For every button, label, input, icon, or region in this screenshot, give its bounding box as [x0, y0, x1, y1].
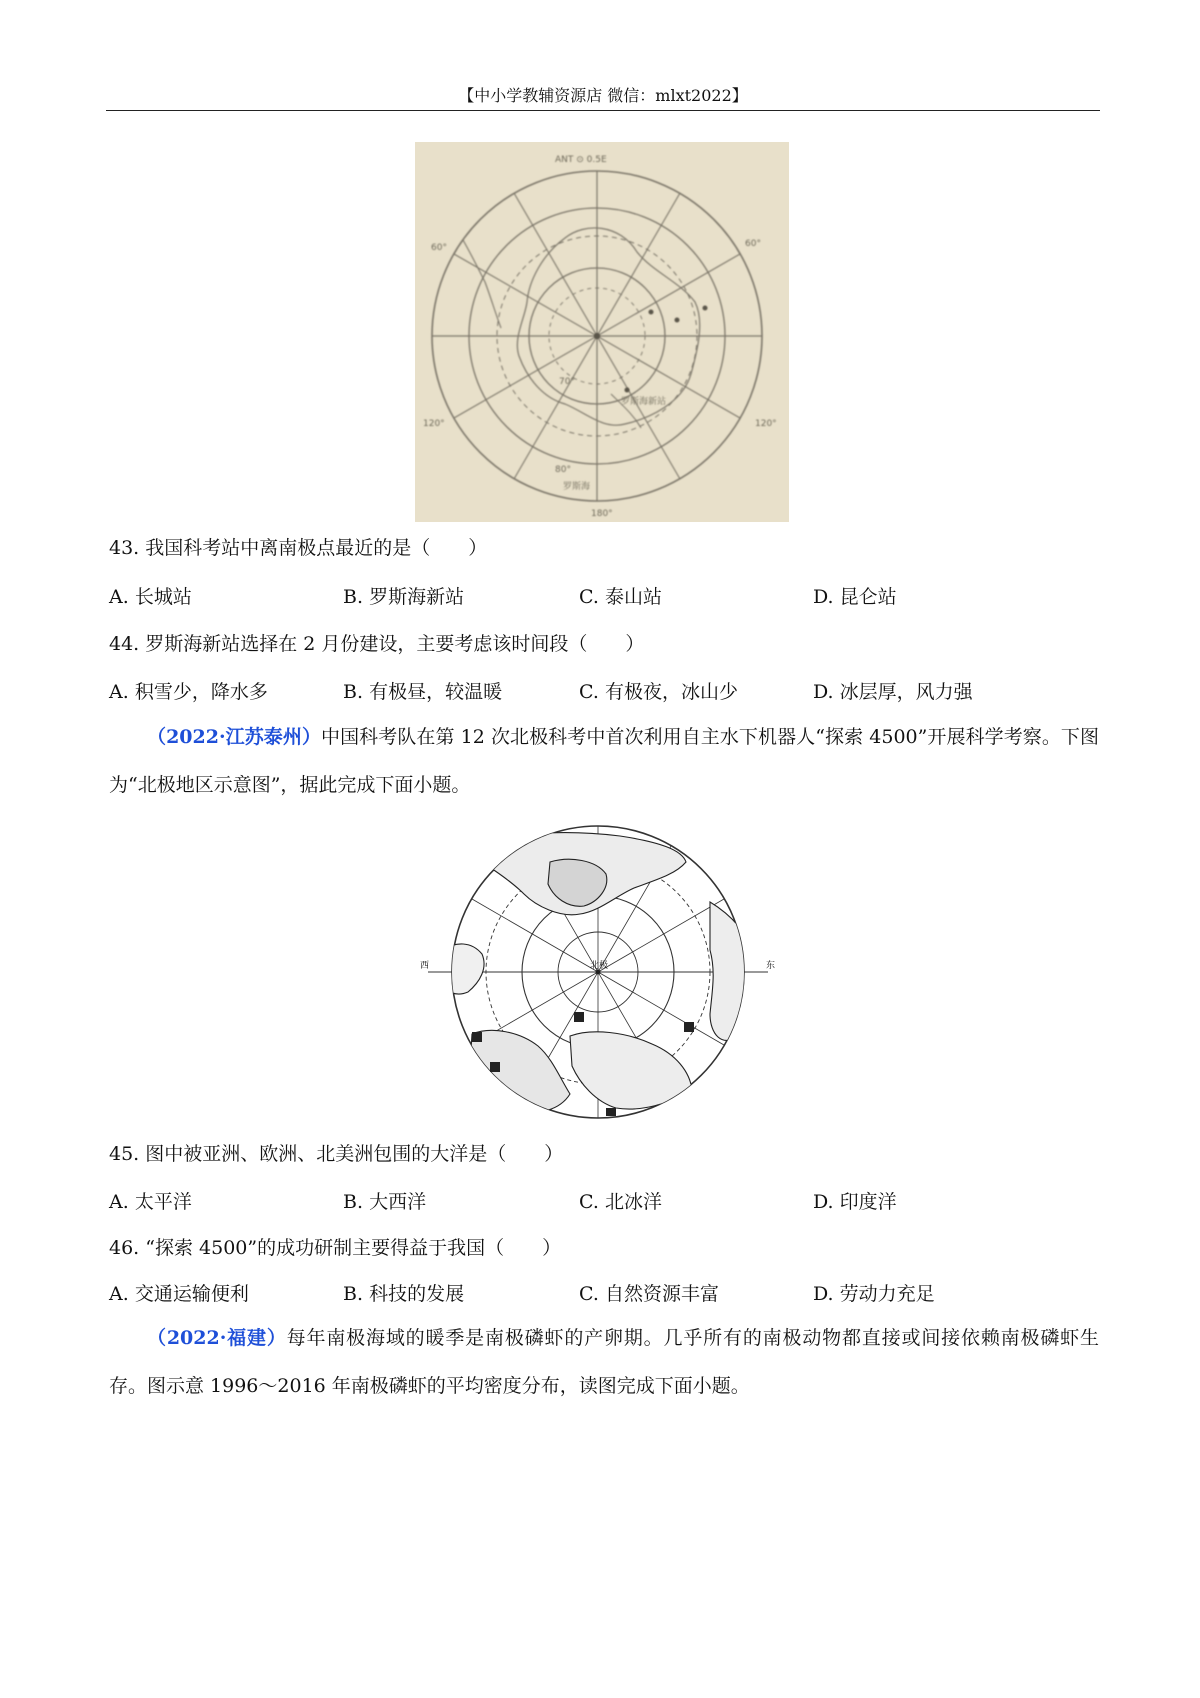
option-c: C. 泰山站 [579, 586, 662, 608]
map2-marker [574, 1012, 584, 1022]
option-b: B. 科技的发展 [343, 1283, 465, 1305]
header-divider [106, 110, 1100, 111]
map1-lat70-label: 70° [559, 377, 575, 387]
map2-marker [472, 1032, 482, 1042]
question-44 [109, 630, 644, 658]
map2-marker [684, 1022, 694, 1032]
option-b: B. 大西洋 [343, 1191, 427, 1213]
option-a: A. 积雪少，降水多 [109, 681, 268, 703]
question-45 [109, 1140, 563, 1168]
south-pole-dot [594, 333, 600, 339]
option-c: C. 有极夜，冰山少 [579, 681, 738, 703]
passage-jiangsu [109, 713, 1099, 809]
option-c: C. 北冰洋 [579, 1191, 662, 1213]
arctic-map-figure [420, 822, 776, 1122]
source-tag: （2022·福建） [147, 1327, 287, 1349]
question-number: 46. [109, 1237, 140, 1259]
map2-right-label: 东 [766, 961, 776, 971]
map1-left-lon-label: 60° [431, 243, 447, 253]
options-46 [109, 1280, 1099, 1308]
option-a: A. 长城站 [109, 586, 192, 608]
option-a: A. 交通运输便利 [109, 1283, 249, 1305]
station-dot [625, 388, 630, 393]
station-dot [675, 318, 680, 323]
option-b: B. 罗斯海新站 [343, 586, 465, 608]
arctic-map-graphic [420, 822, 776, 1122]
map2-center-label: 北极 [590, 961, 609, 971]
passage-text: 每年南极海域的暖季是南极磷虾的产卵期。几乎所有的南极动物都直接或间接依赖南极磷虾生存。图示意 1996～2016 年南极磷虾的平均密度分布，读图完成下面小题。 [109, 1327, 1099, 1397]
question-number: 44. [109, 633, 140, 655]
map1-sea-label: 罗斯海 [563, 482, 591, 492]
page-header: 【中小学教辅资源店 微信：mlxt2022】 [458, 86, 748, 105]
map2-left-label: 西 [420, 961, 430, 971]
antarctic-map-graphic [415, 142, 789, 522]
question-number: 43. [109, 537, 140, 559]
question-text: 图中被亚洲、欧洲、北美洲包围的大洋是（ ） [145, 1143, 564, 1165]
option-d: D. 冰层厚，风力强 [813, 681, 973, 703]
option-d: D. 劳动力充足 [813, 1283, 935, 1305]
option-a: A. 太平洋 [109, 1191, 192, 1213]
question-text: 罗斯海新站选择在 2 月份建设，主要考虑该时间段（ ） [145, 633, 645, 655]
question-text: 我国科考站中离南极点最近的是（ ） [145, 537, 488, 559]
option-b: B. 有极昼，较温暖 [343, 681, 503, 703]
option-c: C. 自然资源丰富 [579, 1283, 719, 1305]
map1-right-lon-label: 60° [745, 239, 761, 249]
option-d: D. 昆仑站 [813, 586, 897, 608]
antarctic-map-figure [415, 142, 789, 522]
map2-marker [490, 1062, 500, 1072]
option-d: D. 印度洋 [813, 1191, 897, 1213]
map1-lat80-label: 80° [555, 465, 571, 475]
map1-bottom-right-label: 120° [755, 419, 777, 429]
options-44 [109, 678, 1099, 706]
passage-fujian [109, 1314, 1099, 1410]
station-dot [649, 310, 654, 315]
map1-bottom-label: 180° [591, 509, 613, 519]
map1-station-label: 罗斯海新站 [621, 397, 667, 407]
options-43 [109, 583, 1099, 611]
question-number: 45. [109, 1143, 140, 1165]
station-dot [703, 306, 708, 311]
question-46 [109, 1234, 561, 1262]
question-text: “探索 4500”的成功研制主要得益于我国（ ） [145, 1237, 562, 1259]
map2-marker [606, 1108, 616, 1116]
question-43 [109, 534, 487, 562]
source-tag: （2022·江苏泰州） [147, 726, 322, 748]
options-45 [109, 1188, 1099, 1216]
passage-text: 中国科考队在第 12 次北极科考中首次利用自主水下机器人“探索 4500”开展科学考察。下图为“北极地区示意图”，据此完成下面小题。 [109, 726, 1100, 796]
map1-top-label: ANT ⊙ 0.5E [555, 155, 607, 165]
map1-bottom-left-label: 120° [423, 419, 445, 429]
